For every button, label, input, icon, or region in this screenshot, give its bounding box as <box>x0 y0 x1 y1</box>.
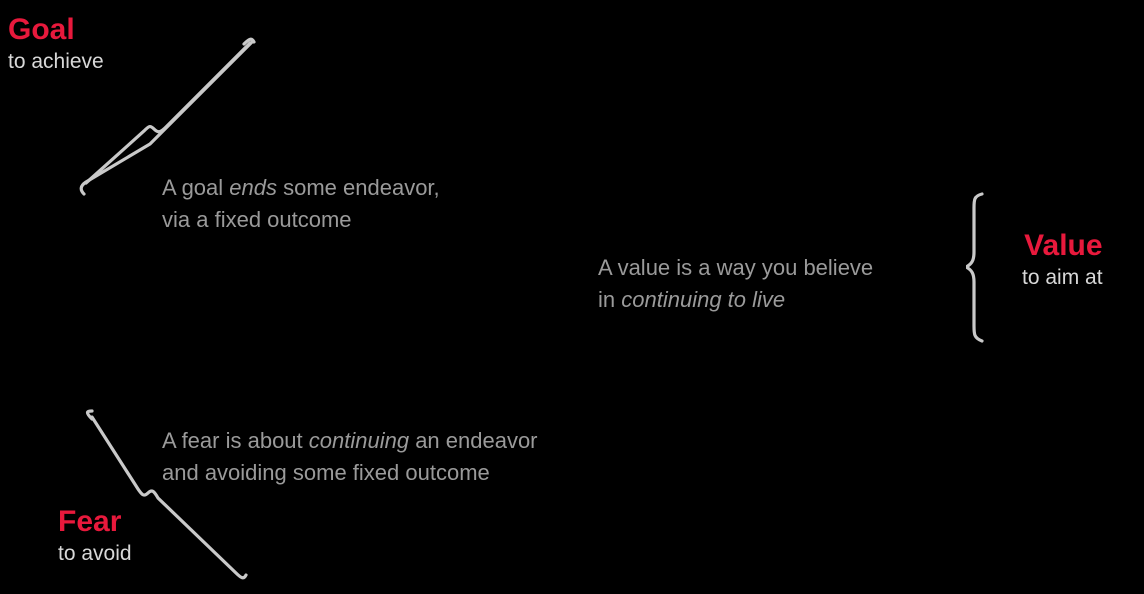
fear-subtitle: to avoid <box>58 541 132 565</box>
goal-description-line-2: via a fixed outcome <box>162 206 352 232</box>
value-desc-emphasis: continuing to live <box>621 286 786 312</box>
fear-description <box>162 425 538 489</box>
value-description-line-1: A value is a way you believe <box>598 255 874 280</box>
goal-desc-emphasis: ends <box>229 175 277 200</box>
value-subtitle: to aim at <box>1022 265 1103 289</box>
value-desc-part-a: in <box>598 286 622 312</box>
node-label-fear <box>58 506 132 566</box>
goal-desc-part-a: A goal <box>162 175 230 200</box>
fear-desc-part-a: A fear is about <box>162 428 309 453</box>
value-brace <box>966 190 1016 345</box>
fear-desc-emphasis: continuing <box>308 428 410 453</box>
value-description-line-2 <box>598 284 873 316</box>
goal-description-line-1 <box>162 172 440 204</box>
fear-desc-part-b: an endeavor <box>409 428 538 453</box>
node-label-value <box>1022 230 1103 290</box>
goal-title: Goal <box>8 13 75 46</box>
value-title: Value <box>1024 229 1103 262</box>
value-description <box>598 252 873 316</box>
goal-desc-part-b: some endeavor, <box>277 175 440 200</box>
fear-title: Fear <box>58 505 122 538</box>
node-label-goal <box>8 14 104 74</box>
goal-description <box>162 172 440 236</box>
fear-description-line-1 <box>162 425 538 457</box>
goal-subtitle: to achieve <box>8 49 104 73</box>
fear-description-line-2: and avoiding some fixed outcome <box>162 459 490 485</box>
